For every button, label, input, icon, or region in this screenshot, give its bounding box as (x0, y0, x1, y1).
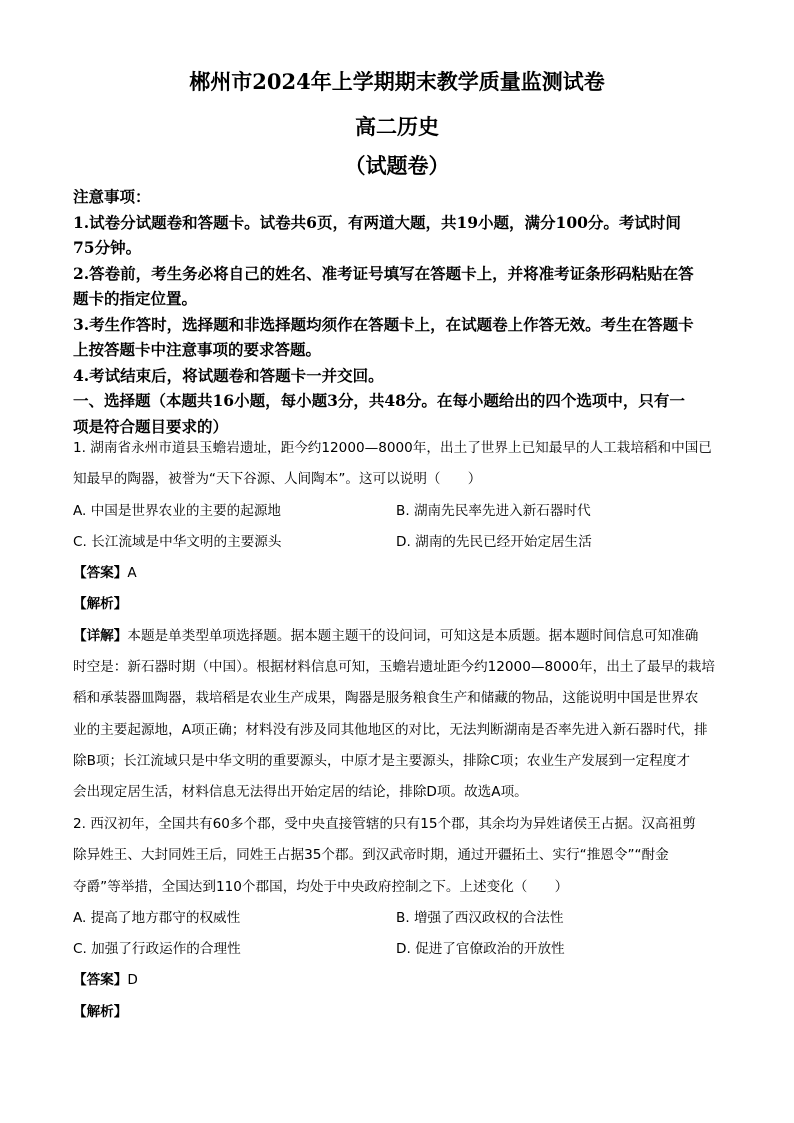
section-heading: 一、选择题（本题共16小题，每小题3分，共48分。在每小题给出的四个选项中，只有一 (73, 391, 685, 410)
q1-stem-line: 1. 湖南省永州市道县玉蟾岩遗址，距今约12000—8000年，出土了世界上已知最早的人工栽培稻和中国已 (73, 440, 712, 456)
detail-label: 【详解】 (73, 627, 128, 644)
q2-option-b: B. 增强了西汉政权的合法性 (396, 909, 564, 926)
notes-heading: 注意事项： (73, 187, 151, 206)
q1-answer (73, 558, 735, 589)
exam-title: 郴州市2024年上学期期末教学质量监测试卷 (189, 69, 605, 94)
notes-line: 75分钟。 (73, 238, 142, 257)
question-2 (73, 809, 735, 1028)
q2-option-a: A. 提高了地方郡守的权威性 (73, 909, 241, 926)
answer-value: D (127, 972, 138, 989)
q2-analysis-label: 【解析】 (73, 1003, 128, 1020)
q2-option-d: D. 促进了官僚政治的开放性 (396, 941, 565, 958)
notes-line: 2.答卷前，考生务必将自己的姓名、准考证号填写在答题卡上，并将准考证条形码粘贴在答 (73, 263, 694, 283)
q1-options (73, 496, 735, 559)
notes-line: 1.试卷分试题卷和答题卡。试卷共6页，有两道大题，共19小题，满分100分。考试时间 (73, 212, 681, 232)
q1-option-c: C. 长江流域是中华文明的主要源头 (73, 533, 282, 550)
notes-line: 上按答题卡中注意事项的要求答题。 (73, 340, 322, 359)
q1-detail (73, 621, 735, 809)
section-heading-cont: 项是符合题目要求的） (73, 416, 229, 436)
detail-line: 本题是单类型单项选择题。据本题主题干的设问词，可知这是本质题。据本题时间信息可知准确 (127, 627, 699, 644)
q1-option-d: D. 湖南的先民已经开始定居生活 (396, 533, 592, 550)
subject-title: 高二历史 (355, 114, 439, 139)
q2-stem-line: 夺爵”等举措，全国达到110个郡国，均处于中央政府控制之下。上述变化（ ） (73, 878, 569, 895)
q1-stem-line: 知最早的陶器，被誉为“天下谷源、人间陶本”。这可以说明（ ） (73, 471, 482, 488)
answer-value: A (127, 565, 137, 582)
paper-type: （试题卷） (344, 153, 450, 178)
q2-options (73, 903, 735, 966)
exam-notes (73, 184, 733, 439)
q1-option-b: B. 湖南先民率先进入新石器时代 (396, 502, 591, 519)
detail-line: 会出现定居生活，材料信息无法得出开始定居的结论，排除D项。故选A项。 (73, 784, 528, 801)
question-1 (73, 433, 735, 809)
q2-answer (73, 965, 735, 996)
detail-line: 业的主要起源地，A项正确；材料没有涉及同其他地区的对比，无法判断湖南是否率先进入新石器时代，排 (73, 721, 708, 738)
q2-stem-line: 2. 西汉初年，全国共有60多个郡，受中央直接管辖的只有15个郡，其余均为异姓诸侯王占据。汉高祖剪 (73, 816, 696, 832)
detail-line: 时空是：新石器时期（中国）。根据材料信息可知，玉蟾岩遗址距今约12000—8000年，出土了最早的栽培 (73, 659, 715, 676)
answer-label: 【答案】 (73, 565, 128, 582)
notes-line: 4.考试结束后，将试题卷和答题卡一并交回。 (73, 365, 384, 385)
q1-analysis-label: 【解析】 (73, 596, 128, 613)
q2-stem-line: 除异姓王、大封同姓王后，同姓王占据35个郡。到汉武帝时期，通过开疆拓土、实行“推恩令”“酎金 (73, 847, 669, 864)
detail-line: 稻和承装器皿陶器，栽培稻是农业生产成果，陶器是服务粮食生产和储藏的物品，这能说明中国是世界农 (73, 690, 699, 707)
notes-line: 题卡的指定位置。 (73, 289, 198, 308)
q2-option-c: C. 加强了行政运作的合理性 (73, 941, 241, 958)
detail-line: 除B项；长江流域只是中华文明的重要源头，中原才是主要源头，排除C项；农业生产发展到一定程度才 (73, 752, 690, 769)
notes-line: 3.考生作答时，选择题和非选择题均须作在答题卡上，在试题卷上作答无效。考生在答题卡 (73, 314, 694, 334)
answer-label: 【答案】 (73, 972, 128, 989)
q1-option-a: A. 中国是世界农业的主要的起源地 (73, 502, 282, 519)
